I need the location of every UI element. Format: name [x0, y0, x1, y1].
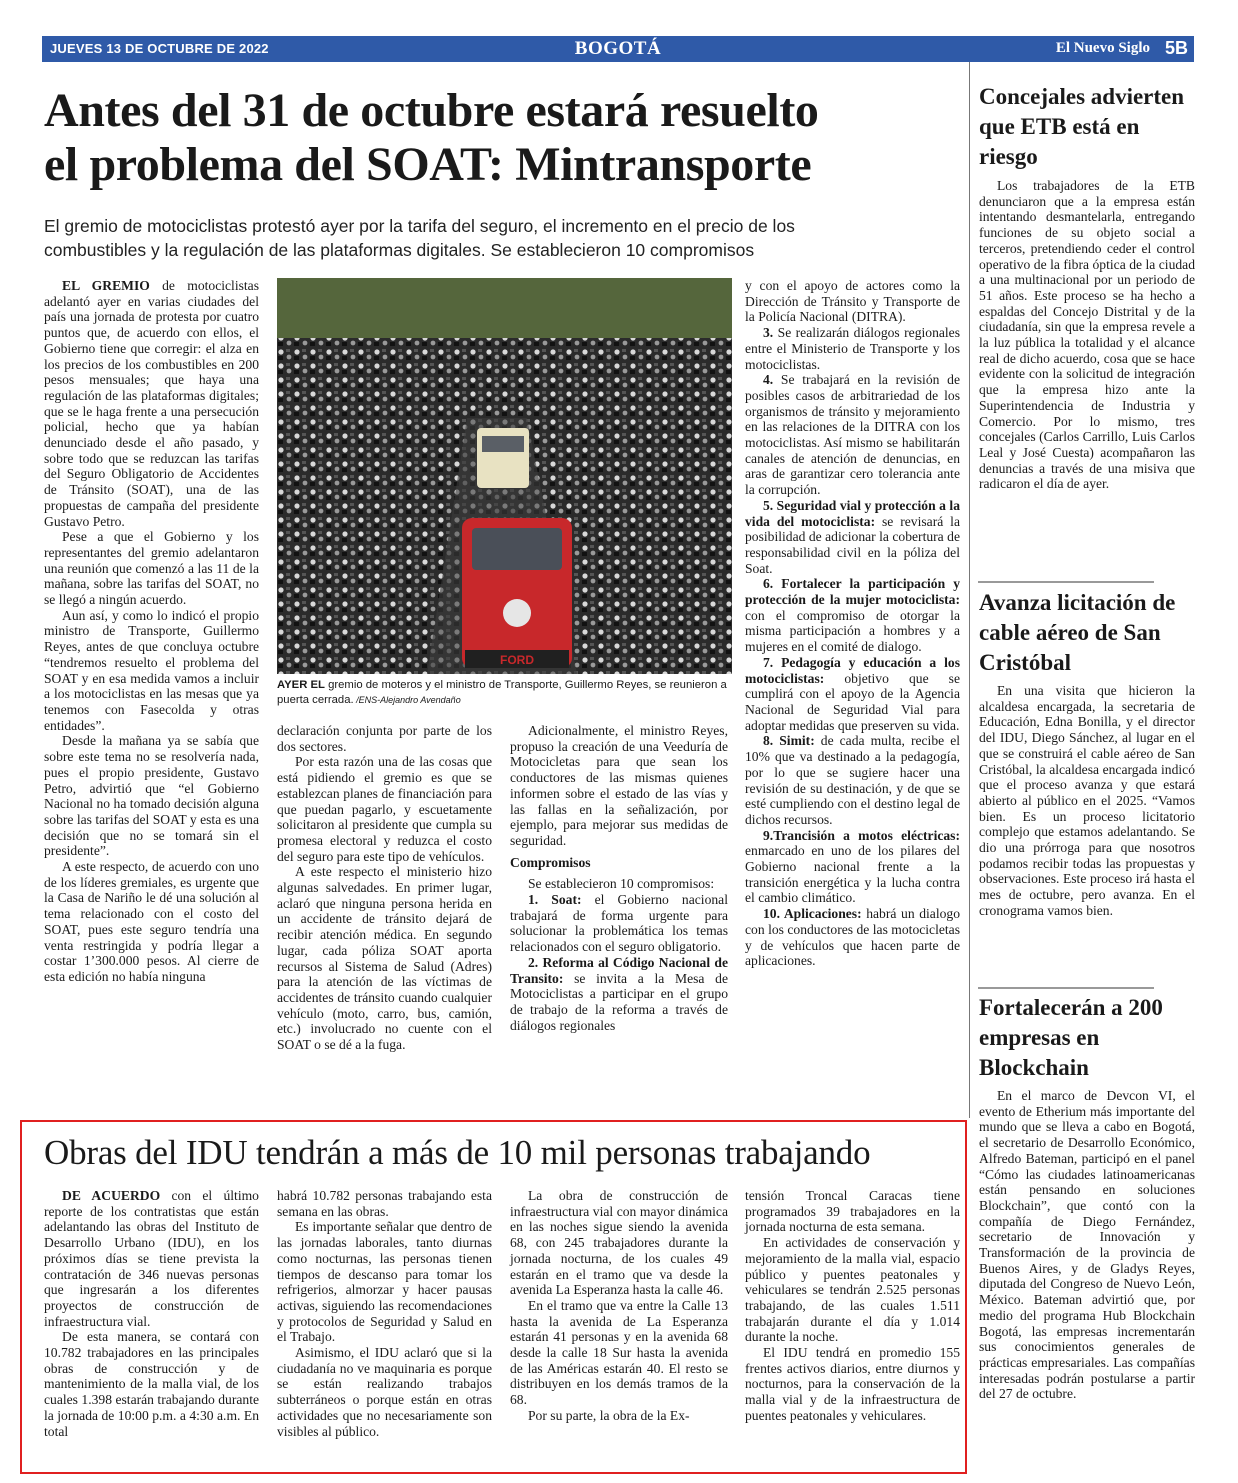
photo-illustration — [277, 278, 732, 674]
commitment-item: 10. Aplicaciones: habrá un dialogo con los conductores de las motocicletas y de vehículos que hacen parte de aplicaciones. — [745, 906, 960, 969]
paragraph: A este respecto, de acuerdo con uno de los líderes gremiales, es urgente que la Casa de Nariño le dé una solución al tema relacionado con el costo del SOAT, pues este seguro tendría una venta restringida y podría llegar a costar 1’300.000 pesos. Al cierre de esta edición no había ninguna — [44, 859, 259, 984]
commitment-item: 6. Fortalecer la participación y protección de la mujer motociclista: con el compromiso de otorgar la misma participación a hombres y a mujeres en el comité de dialogo. — [745, 576, 960, 655]
subheading: Compromisos — [510, 854, 591, 870]
sidebar-separator — [978, 987, 1154, 989]
commitment-item: 8. Simit: de cada multa, recibe el 10% que va destinado a la pedagogía, por lo que se sugiere hacer una revisión de su destinación, y de que se esté cumpliendo con el destino legal de dichos recursos. — [745, 733, 960, 827]
paragraph: y con el apoyo de actores como la Dirección de Tránsito y Transporte de la Policía Nacional (DITRA). — [745, 278, 960, 325]
photo-credit: /ENS-Alejandro Avendaño — [353, 694, 461, 705]
idu-column-3 — [510, 1188, 728, 1424]
paragraph: tensión Troncal Caracas tiene programados 39 trabajadores en la jornada nocturna de esta semana. — [745, 1188, 960, 1235]
paragraph: En una visita que hicieron la alcaldesa encargada, la secretaria de Educación, Edna Bonilla, y el director del IDU, Diego Sánchez, al lugar en el que se construirá el cable aéreo de San Cristóbal, la alcaldesa encargada indicó que el proceso avanza y que estará abierto al público en el 2025. “Vamos bien. Es un proceso licitatorio complejo que estamos adelantando. Se dio una prórroga para que nosotros podamos recibir todas las propuestas y observaciones. Este proceso irá hasta el mes de octubre, pero avanza. En el cronograma vamos bien. — [979, 683, 1195, 918]
paragraph: DE ACUERDO con el último reporte de los contratistas que están adelantando las obras del Instituto de Desarrollo Urbano (IDU), en los próximos días se tiene prevista la contratación de 346 nuevas personas que ingresarán a los diferentes proyectos de construcción de infraestructura vial. — [44, 1188, 259, 1329]
sidebar-body-etb — [979, 178, 1195, 492]
paragraph: En el tramo que va entre la Calle 13 hasta la avenida de La Esperanza estarán 41 personas y en la avenida 68 desde la calle 18 Sur hasta la avenida de las Américas estarán 40. El resto se distribuyen en los demás tramos de la 68. — [510, 1297, 728, 1408]
paragraph: En actividades de conservación y mejoramiento de la malla vial, espacio público y puentes peatonales y vehiculares se tendrán 2.525 personas trabajando, de las cuales 1.511 trabajarán durante el día y 1.014 durante la noche. — [745, 1235, 960, 1345]
idu-column-4 — [745, 1188, 960, 1424]
commitment-item: 1. Soat: el Gobierno nacional trabajará de forma urgente para solucionar la problemática los temas relacionados con el seguro obligatorio. — [510, 892, 728, 955]
sidebar-separator — [978, 581, 1154, 583]
paragraph: En el marco de Devcon VI, el evento de Etherium más importante del mundo que se lleva a cabo en Bogotá, el secretario de Desarrollo Económico, Alfredo Bateman, participó en el panel “Cómo las ciudades latinoamericanas están pensando en soluciones Blockchain”, que contó con la compañía de Diego Fernández, secretario de Innovación y Transformación de la provincia de Buenos Aires, y de Gladys Reyes, diputada del Congreso de Nuevo León, México. Bateman advirtió que, por medio del programa Hub Blockchain Bogotá, las empresas incrementarán sus conocimientos generales de prácticas empresariales. Las compañías interesadas podrán postularse a partir del 27 de octubre. — [979, 1088, 1195, 1402]
idu-headline: Obras del IDU tendrán a más de 10 mil personas trabajando — [44, 1133, 871, 1172]
paragraph: De esta manera, se contará con 10.782 trabajadores en las principales obras de construcción y de mantenimiento de la malla vial, de los cuales 1.398 estarán trabajando durante la jornada de 10:00 p.m. a 4:30 a.m. En total — [44, 1329, 259, 1439]
car-plate: FORD — [500, 653, 534, 667]
paragraph: Se establecieron 10 compromisos: — [528, 876, 715, 892]
sidebar-body-blockchain — [979, 1088, 1195, 1402]
newspaper-name: El Nuevo Siglo — [1055, 40, 1150, 56]
paragraph: EL GREMIO de motociclistas adelantó ayer en varias ciudades del país una jornada de protesta por cuatro puntos que, de acuerdo con ellos, el Gobierno tiene que corregir: el alza en los precios de los combustibles en 200 pesos mensuales; que haya una regulación de las plataformas digitales; que se le haga frente a una persecución policial, hecho que ya habían denunciado desde el año pasado, y sobre todo que se reduzcan las tarifas del Seguro Obligatorio de Accidentes de Tránsito (SOAT), una de las propuestas de campaña del presidente Gustavo Petro. — [44, 278, 259, 529]
paragraph: La obra de construcción de infraestructura vial con mayor dinámica en las noches sigue siendo la avenida 68, con 245 trabajadores durante la jornada nocturna, de los cuales 49 estarán en el tramo que va desde la avenida La Esperanza hasta la calle 46. — [510, 1188, 728, 1298]
paragraph: Aun así, y como lo indicó el propio ministro de Transporte, Guillermo Reyes, antes de que concluya octubre “tendremos resuelto el problema del SOAT y en esa medida vamos a incluir a los motociclistas en las mesas que ya tenemos con Fasecolda y otras entidades”. — [44, 607, 259, 733]
paragraph: Asimismo, el IDU aclaró que si la ciudadanía no ve maquinaria es porque se están realizando trabajos subterráneos o porque están en otras actividades que no necesariamente son visibles al público. — [277, 1345, 492, 1439]
page-number: 5B — [1164, 38, 1188, 58]
idu-column-2 — [277, 1188, 492, 1439]
main-headline — [44, 84, 964, 192]
headline-line-1: Antes del 31 de octubre estará resuelto — [44, 84, 819, 137]
lead-in: DE ACUERDO — [62, 1188, 161, 1203]
headline-line-2: el problema del SOAT: Mintransporte — [44, 138, 812, 191]
article-column-2 — [277, 723, 492, 1053]
sidebar-divider — [969, 62, 970, 1118]
sidebar-body-cable — [979, 683, 1195, 919]
section-name: BOGOTÁ — [574, 38, 662, 59]
sidebar-story-cable — [979, 588, 1195, 678]
section-header-bar — [42, 36, 1194, 62]
sidebar-headline: Avanza licitación de cable aéreo de San Cristóbal — [979, 590, 1176, 675]
deck-line-1: El gremio de motociclistas protestó ayer por la tarifa del seguro, el incremento en el precio de los — [44, 216, 795, 236]
commitment-item: 9.Trancisión a motos eléctricas: enmarcado en uno de los pilares del Gobierno nacional frente a la transición energética y la lucha contra el cambio climático. — [745, 827, 960, 906]
article-column-1 — [44, 278, 259, 985]
protest-photo — [277, 278, 732, 674]
commitment-item: 4. Se trabajará en la revisión de posibles casos de arbitrariedad de los organismos de tránsito y mejoramiento en las relaciones de la DITRA con los motociclistas. Así mismo se habilitarán canales de atención de denuncias, en aras de garantizar cero tolerancia ante la corrupción. — [745, 372, 960, 498]
paragraph: habrá 10.782 personas trabajando esta semana en las obras. — [277, 1188, 492, 1219]
paragraph: Por esta razón una de las cosas que está pidiendo el gremio es que se establezcan planes de financiación para que puedan pagarlo, y escuetamente solicitaron al presidente que cumpla su promesa electoral y reduzca el costo del seguro para este tipo de vehículos. — [277, 754, 492, 864]
paragraph: El IDU tendrá en promedio 155 frentes activos diarios, entre diurnos y nocturnos, para la conservación de la malla vial y de la infraestructura de puentes peatonales y vehiculares. — [745, 1345, 960, 1423]
article-column-3 — [510, 723, 728, 1033]
paragraph: Por su parte, la obra de la Ex- — [528, 1407, 690, 1423]
main-deck — [44, 214, 964, 262]
deck-line-2: combustibles y la regulación de las plataformas digitales. Se establecieron 10 compromisos — [44, 240, 755, 260]
article-column-4 — [745, 278, 960, 969]
sidebar-story-blockchain — [979, 993, 1195, 1083]
issue-date: JUEVES 13 DE OCTUBRE DE 2022 — [50, 41, 269, 56]
commitment-item: 3. Se realizarán diálogos regionales entre el Ministerio de Transporte y los motociclistas. — [745, 325, 960, 372]
commitment-item: 7. Pedagogía y educación a los motociclistas: objetivo que se cumplirá con el apoyo de la Agencia Nacional de Seguridad Vial para adoptar medidas que preserven su vida. — [745, 654, 960, 733]
idu-column-1 — [44, 1188, 259, 1439]
paragraph: Es importante señalar que dentro de las jornadas laborales, tanto diurnas como nocturnas, las personas tienen tiempos de descanso para tomar los refrigerios, almorzar y hacer pausas activas, siguiendo las recomendaciones y protocolos de Seguridad y Salud en el Trabajo. — [277, 1219, 492, 1345]
photo-caption: AYER EL gremio de moteros y el ministro de Transporte, Guillermo Reyes, se reunieron a puerta cerrada. /ENS-Alejandro Avendaño — [277, 679, 727, 706]
sidebar-story-etb — [979, 82, 1195, 172]
paragraph: Adicionalmente, el ministro Reyes, propuso la creación de una Veeduría de Motocicletas para que sean los conductores de las mismas quienes informen sobre el estado de las vías y las fallas en la señalización, por ejemplo, para mejorar sus medidas de seguridad. — [510, 723, 728, 848]
paragraph: Desde la mañana ya se sabía que sobre este tema no se resolvería nada, pues el propio presidente, Gustavo Petro, advirtió que “el Gobierno Nacional no ha tomado decisión alguna sobre las tarifas del SOAT y esta es una decisión que no se tomará sin el presidente”. — [44, 733, 259, 859]
sidebar-headline: Concejales advierten que ETB está en riesgo — [979, 84, 1185, 169]
paragraph: declaración conjunta por parte de los dos sectores. — [277, 723, 492, 754]
commitment-item: 5. Seguridad vial y protección a la vida del motociclista: se revisará la posibilidad de adicionar la cobertura de responsabilidad civil en la póliza del Soat. — [745, 497, 960, 576]
sidebar-headline: Fortalecerán a 200 empresas en Blockchain — [979, 995, 1163, 1080]
paragraph: A este respecto el ministerio hizo algunas salvedades. En primer lugar, aclaró que ninguna persona herida en un accidente de tránsito dejará de recibir atención médica. En segundo lugar, cada póliza SOAT aporta recursos al Sistema de Salud (Adres) para la atención de las víctimas de accidentes de tránsito cuando cualquier vehículo (moto, carro, bus, camión, etc.) involucrado no cuente con el SOAT o se dé a la fuga. — [277, 864, 492, 1053]
paragraph: Pese a que el Gobierno y los representantes del gremio adelantaron una reunión que comenzó a las 11 de la mañana, sobre las tarifas del SOAT, no se llegó a ningún acuerdo. — [44, 529, 259, 608]
paragraph: Los trabajadores de la ETB denunciaron que a la empresa están intentando desmantelarla, entregando funciones de su objeto social a terceros, pretendiendo ceder el control operativo de la fibra óptica de la ciudad a una multinacional por un periodo de 51 años. Este proceso se ha hecho a espaldas del Concejo Distrital y de la ciudadanía, sin que la empresa revele a la luz pública la totalidad y el alcance real de dicho acuerdo, cosa que se hace evidente con la solicitud de integración que la empresa hizo ante la Superintendencia de Industria y Comercio. Por lo mismo, tres concejales (Carlos Carrillo, Luis Carlos Leal y José Cuesta) acompañaron las denuncias a través de una misiva que radicaron el día de ayer. — [979, 178, 1195, 492]
lead-in: EL GREMIO — [62, 278, 150, 293]
commitment-item: 2. Reforma al Código Nacional de Transito: se invita a la Mesa de Motociclistas a participar en el grupo de trabajo de la reforma a través de diálogos regionales — [510, 954, 728, 1033]
